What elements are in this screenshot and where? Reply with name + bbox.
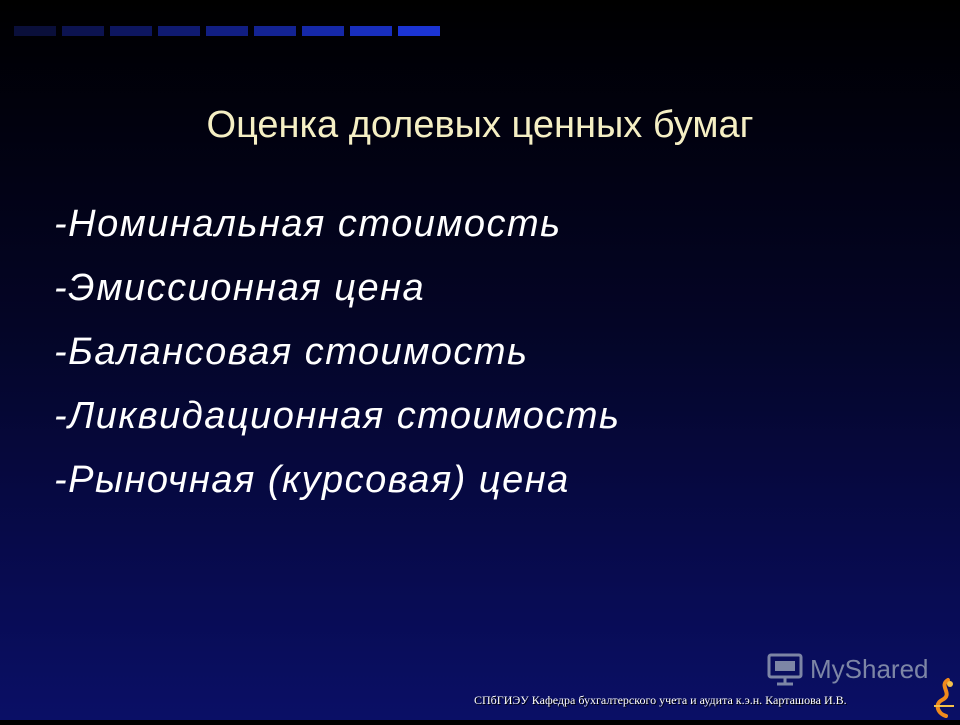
decorative-bar-strip bbox=[14, 26, 440, 36]
decorative-bar bbox=[206, 26, 248, 36]
decorative-bar bbox=[14, 26, 56, 36]
watermark-text: MyShared bbox=[810, 653, 929, 684]
list-item: -Номинальная стоимость bbox=[54, 203, 562, 245]
list-item: -Рыночная (курсовая) цена bbox=[54, 459, 570, 501]
decorative-bar bbox=[350, 26, 392, 36]
list-item: -Ликвидационная стоимость bbox=[54, 395, 621, 437]
university-logo-icon bbox=[928, 676, 960, 720]
list-item: -Эмиссионная цена bbox=[54, 267, 426, 309]
slide-footer: СПбГИЭУ Кафедра бухгалтерского учета и аудита к.э.н. Карташова И.В. bbox=[474, 693, 847, 707]
decorative-bar bbox=[110, 26, 152, 36]
decorative-bar bbox=[254, 26, 296, 36]
decorative-bar bbox=[398, 26, 440, 36]
presentation-board-icon bbox=[766, 652, 804, 686]
watermark bbox=[766, 652, 929, 686]
slide-title: Оценка долевых ценных бумаг bbox=[206, 104, 754, 146]
decorative-bar bbox=[62, 26, 104, 36]
slide-bullet-list bbox=[54, 192, 621, 512]
decorative-bar bbox=[158, 26, 200, 36]
decorative-bar bbox=[302, 26, 344, 36]
list-item: -Балансовая стоимость bbox=[54, 331, 529, 373]
